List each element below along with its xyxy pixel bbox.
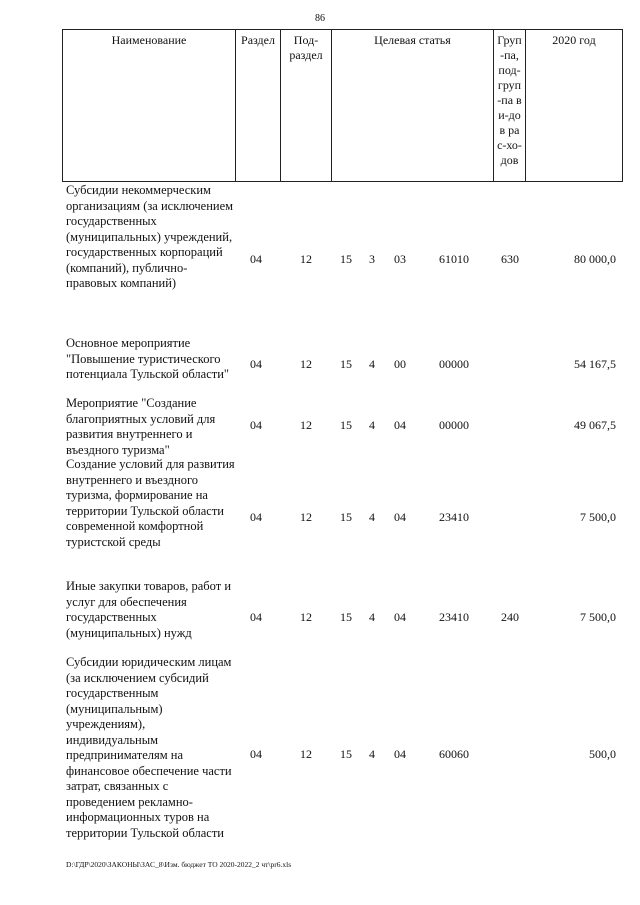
row-2-target-part-4: 00000 [439,418,469,432]
row-0-target-part-3: 03 [394,252,406,266]
row-2-target-part-3: 04 [394,418,406,432]
header-year [525,29,623,182]
row-0-podrazdel: 12 [300,252,312,266]
row-4-target-part-3: 04 [394,610,406,624]
header-name-label: Наименование [111,33,187,47]
row-3-target-part-4: 23410 [439,510,469,524]
header-name [62,29,236,182]
header-target-article-label: Целевая статья [374,33,451,47]
row-1-amount: 54 167,5 [574,357,616,371]
row-1-target-part-1: 15 [340,357,352,371]
row-5-target-part-1: 15 [340,747,352,761]
row-4-target-part-4: 23410 [439,610,469,624]
row-3-target-part-2: 4 [369,510,375,524]
row-1-podrazdel: 12 [300,357,312,371]
row-3-target-part-3: 04 [394,510,406,524]
row-0-target-part-4: 61010 [439,252,469,266]
row-2-name: Мероприятие "Создание благоприятных условий для развития внутреннего и въездного туризма" [66,396,216,457]
row-4-amount: 7 500,0 [580,610,616,624]
row-4-target-part-1: 15 [340,610,352,624]
row-4-razdel: 04 [250,610,262,624]
row-0-razdel: 04 [250,252,262,266]
row-3-target-part-1: 15 [340,510,352,524]
header-year-label: 2020 год [552,33,596,47]
row-1-target-part-3: 00 [394,357,406,371]
row-3-razdel: 04 [250,510,262,524]
row-5-podrazdel: 12 [300,747,312,761]
row-2-target-part-1: 15 [340,418,352,432]
row-0-amount: 80 000,0 [574,252,616,266]
header-expense-group [493,29,526,182]
row-4-expense-type: 240 [501,610,519,624]
row-1-razdel: 04 [250,357,262,371]
header-expense-group-label: Груп-па, под-груп-па ви-дов рас-хо-дов [497,33,522,167]
row-0-target-part-2: 3 [369,252,375,266]
footer-file-path: D:\ГДР\2020\ЗАКОНЫ\ЗАС_8\Изм. бюджет ТО 2020-2022_2 чт\рr6.xls [66,860,292,869]
row-3-podrazdel: 12 [300,510,312,524]
row-0-expense-type: 630 [501,252,519,266]
row-5-amount: 500,0 [589,747,616,761]
row-5-target-part-2: 4 [369,747,375,761]
row-1-target-part-4: 00000 [439,357,469,371]
row-3-name: Создание условий для развития внутреннего и въездного туризма, формирование на территории Тульской области современной комфортной туристской среды [66,457,235,549]
header-section-label: Раздел [241,33,275,47]
row-2-amount: 49 067,5 [574,418,616,432]
row-4-name: Иные закупки товаров, работ и услуг для обеспечения государственных (муниципальных) нужд [66,579,232,640]
row-0-target-part-1: 15 [340,252,352,266]
row-2-target-part-2: 4 [369,418,375,432]
row-4-target-part-2: 4 [369,610,375,624]
row-3-amount: 7 500,0 [580,510,616,524]
page-number: 86 [315,13,325,24]
row-4-podrazdel: 12 [300,610,312,624]
row-5-razdel: 04 [250,747,262,761]
row-0-name: Субсидии некоммерческим организациям (за исключением государственных (муниципальных) учреждений, государственных корпораций (компаний), публично-правовых компаний) [66,183,234,290]
row-5-name: Субсидии юридическим лицам (за исключением субсидий государственным (муниципальным) учреждениям), индивидуальным предпринимателям на финансовое обеспечение части затрат, связанных с проведением рекламно-информационных туров на территории Тульской области [66,655,232,840]
header-target-article [331,29,494,182]
row-1-target-part-2: 4 [369,357,375,371]
row-5-target-part-3: 04 [394,747,406,761]
row-2-podrazdel: 12 [300,418,312,432]
header-subsection-label: Под-раздел [289,33,323,62]
row-2-razdel: 04 [250,418,262,432]
row-1-name: Основное мероприятие "Повышение туристического потенциала Тульской области" [66,336,230,381]
row-5-target-part-4: 60060 [439,747,469,761]
header-subsection [280,29,332,182]
header-section [235,29,281,182]
